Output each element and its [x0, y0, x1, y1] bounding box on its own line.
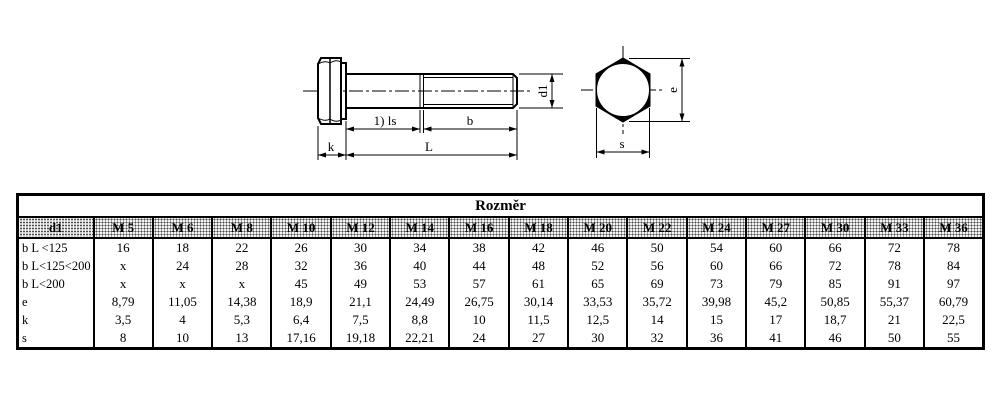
- value-cell: 56: [627, 257, 686, 275]
- column-header: M 24: [687, 217, 746, 238]
- L-dim-label: L: [425, 139, 433, 154]
- d1-dim-label: d1: [535, 84, 550, 98]
- value-cell: 46: [568, 238, 627, 257]
- value-cell: 14,38: [212, 293, 271, 311]
- head-chamfer-circle: [597, 64, 650, 117]
- value-cell: 27: [509, 329, 568, 349]
- table-row: [18, 238, 984, 257]
- value-cell: 55,37: [865, 293, 924, 311]
- value-cell: 38: [449, 238, 508, 257]
- column-header: M 5: [94, 217, 153, 238]
- value-cell: 6,4: [271, 311, 330, 329]
- value-cell: 46: [805, 329, 864, 349]
- value-cell: 69: [627, 275, 686, 293]
- value-cell: 18: [153, 238, 212, 257]
- value-cell: 50,85: [805, 293, 864, 311]
- value-cell: 26: [271, 238, 330, 257]
- dimension-table: [16, 193, 985, 350]
- table-row: [18, 329, 984, 349]
- value-cell: 91: [865, 275, 924, 293]
- column-header: M 18: [509, 217, 568, 238]
- bolt-side-view: [303, 58, 563, 160]
- value-cell: 33,53: [568, 293, 627, 311]
- value-cell: 32: [271, 257, 330, 275]
- value-cell: 72: [865, 238, 924, 257]
- value-cell: 17,16: [271, 329, 330, 349]
- value-cell: 49: [331, 275, 390, 293]
- value-cell: 66: [805, 238, 864, 257]
- value-cell: 19,18: [331, 329, 390, 349]
- value-cell: 66: [746, 257, 805, 275]
- value-cell: 24,49: [390, 293, 449, 311]
- value-cell: 39,98: [687, 293, 746, 311]
- column-header: M 8: [212, 217, 271, 238]
- value-cell: 11,5: [509, 311, 568, 329]
- value-cell: 45,2: [746, 293, 805, 311]
- table-row: [18, 293, 984, 311]
- value-cell: 10: [153, 329, 212, 349]
- value-cell: 24: [153, 257, 212, 275]
- e-dim-label: e: [665, 87, 680, 93]
- value-cell: 34: [390, 238, 449, 257]
- value-cell: 55: [924, 329, 983, 349]
- row-label: s: [18, 329, 94, 349]
- value-cell: 57: [449, 275, 508, 293]
- value-cell: 21,1: [331, 293, 390, 311]
- value-cell: 16: [94, 238, 153, 257]
- value-cell: 48: [509, 257, 568, 275]
- column-header: d1: [18, 217, 94, 238]
- column-header: M 33: [865, 217, 924, 238]
- value-cell: 73: [687, 275, 746, 293]
- value-cell: 11,05: [153, 293, 212, 311]
- value-cell: 12,5: [568, 311, 627, 329]
- arrowheads-side-view: [318, 74, 555, 158]
- value-cell: 65: [568, 275, 627, 293]
- value-cell: 3,5: [94, 311, 153, 329]
- value-cell: 36: [331, 257, 390, 275]
- value-cell: 45: [271, 275, 330, 293]
- b-dim-label: b: [466, 113, 474, 128]
- row-label: b L<125<200: [18, 257, 94, 275]
- value-cell: x: [212, 275, 271, 293]
- bolt-end-view: [581, 46, 690, 158]
- value-cell: 15: [687, 311, 746, 329]
- value-cell: 78: [865, 257, 924, 275]
- column-header: M 12: [331, 217, 390, 238]
- value-cell: 60,79: [924, 293, 983, 311]
- table-row: [18, 311, 984, 329]
- value-cell: 53: [390, 275, 449, 293]
- value-cell: 85: [805, 275, 864, 293]
- value-cell: 8,8: [390, 311, 449, 329]
- column-header: M 20: [568, 217, 627, 238]
- value-cell: 54: [687, 238, 746, 257]
- column-header: M 36: [924, 217, 983, 238]
- value-cell: 30,14: [509, 293, 568, 311]
- value-cell: 7,5: [331, 311, 390, 329]
- value-cell: 22,5: [924, 311, 983, 329]
- value-cell: 17: [746, 311, 805, 329]
- value-cell: 97: [924, 275, 983, 293]
- bolt-technical-drawing: [0, 0, 1008, 190]
- column-header: M 10: [271, 217, 330, 238]
- row-label: b L<200: [18, 275, 94, 293]
- value-cell: 10: [449, 311, 508, 329]
- value-cell: 18,9: [271, 293, 330, 311]
- table-body: [18, 238, 984, 349]
- value-cell: 50: [865, 329, 924, 349]
- value-cell: 35,72: [627, 293, 686, 311]
- table-title-row: [18, 195, 984, 218]
- column-header: M 14: [390, 217, 449, 238]
- ls-dim-label: 1) ls: [373, 113, 397, 128]
- value-cell: 21: [865, 311, 924, 329]
- value-cell: 79: [746, 275, 805, 293]
- value-cell: 61: [509, 275, 568, 293]
- value-cell: 28: [212, 257, 271, 275]
- column-header: M 22: [627, 217, 686, 238]
- value-cell: 8: [94, 329, 153, 349]
- value-cell: 72: [805, 257, 864, 275]
- table-header-row: [18, 217, 984, 238]
- row-label: k: [18, 311, 94, 329]
- column-header: M 27: [746, 217, 805, 238]
- value-cell: 52: [568, 257, 627, 275]
- value-cell: 60: [746, 238, 805, 257]
- value-cell: 78: [924, 238, 983, 257]
- value-cell: x: [94, 257, 153, 275]
- row-label: b L <125: [18, 238, 94, 257]
- value-cell: 8,79: [94, 293, 153, 311]
- value-cell: 22,21: [390, 329, 449, 349]
- value-cell: 5,3: [212, 311, 271, 329]
- value-cell: 30: [331, 238, 390, 257]
- value-cell: 32: [627, 329, 686, 349]
- value-cell: x: [94, 275, 153, 293]
- table-title: Rozměr: [18, 195, 984, 218]
- value-cell: 26,75: [449, 293, 508, 311]
- value-cell: 50: [627, 238, 686, 257]
- row-label: e: [18, 293, 94, 311]
- value-cell: 60: [687, 257, 746, 275]
- s-dim-label: s: [619, 136, 625, 151]
- table-row: [18, 275, 984, 293]
- value-cell: 24: [449, 329, 508, 349]
- value-cell: 22: [212, 238, 271, 257]
- value-cell: 4: [153, 311, 212, 329]
- value-cell: 36: [687, 329, 746, 349]
- column-header: M 30: [805, 217, 864, 238]
- value-cell: 84: [924, 257, 983, 275]
- column-header: M 16: [449, 217, 508, 238]
- value-cell: 30: [568, 329, 627, 349]
- value-cell: 18,7: [805, 311, 864, 329]
- value-cell: 40: [390, 257, 449, 275]
- value-cell: x: [153, 275, 212, 293]
- value-cell: 13: [212, 329, 271, 349]
- extension-lines: [318, 110, 517, 160]
- table-row: [18, 257, 984, 275]
- value-cell: 44: [449, 257, 508, 275]
- value-cell: 42: [509, 238, 568, 257]
- value-cell: 14: [627, 311, 686, 329]
- k-dim-label: k: [327, 139, 335, 154]
- column-header: M 6: [153, 217, 212, 238]
- value-cell: 41: [746, 329, 805, 349]
